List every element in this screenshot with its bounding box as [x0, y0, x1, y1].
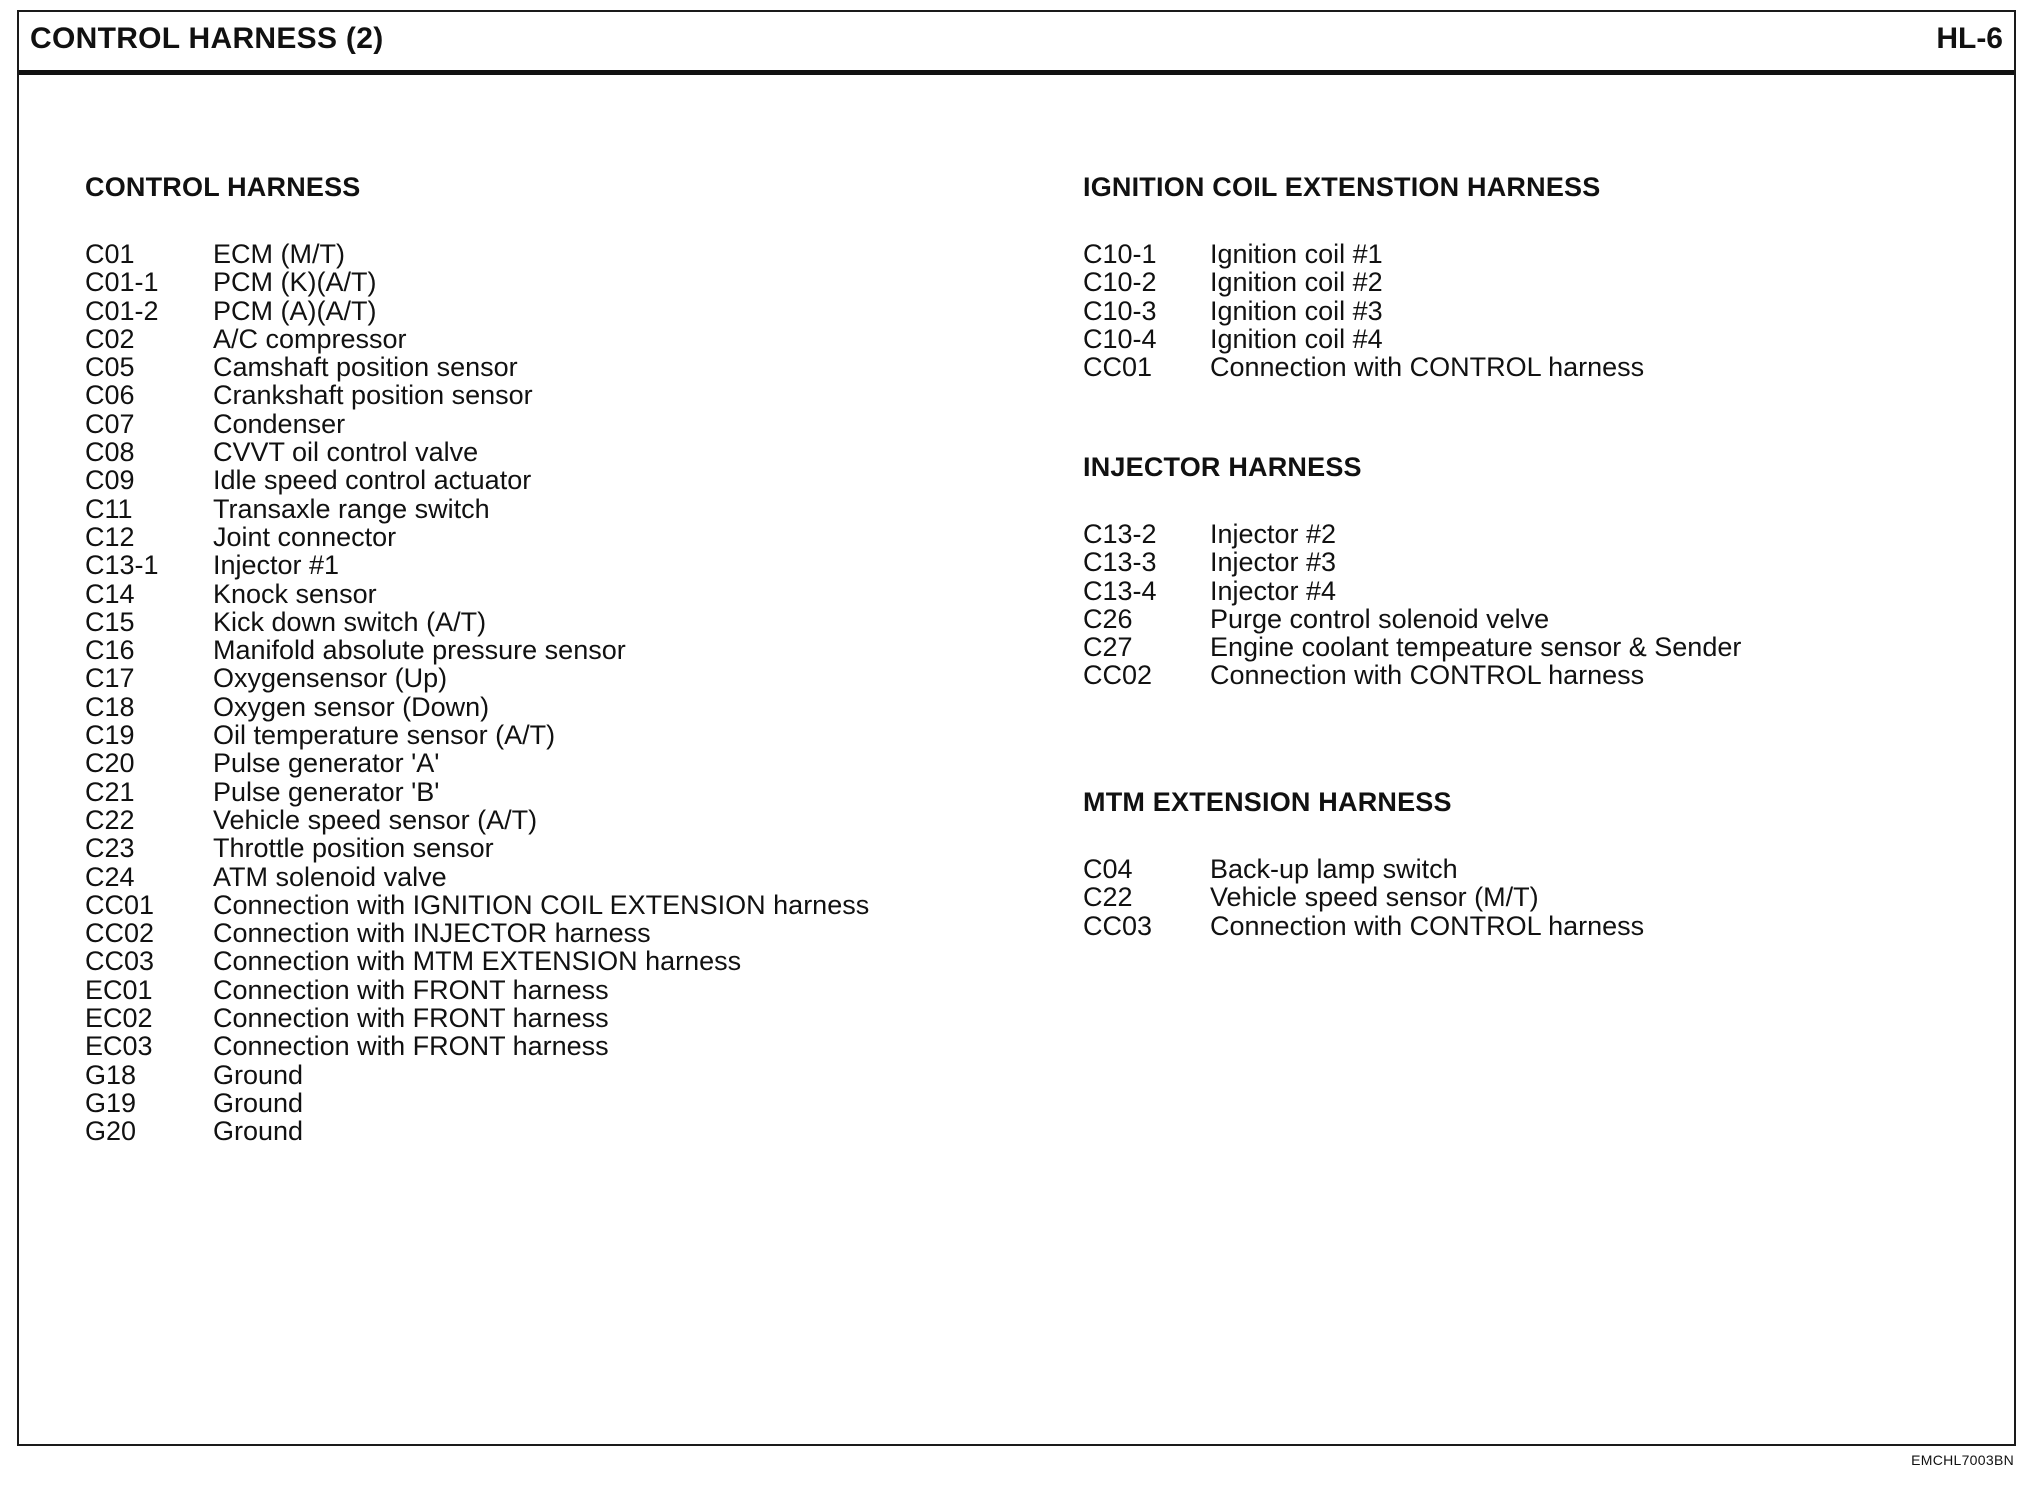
- connector-description: Vehicle speed sensor (A/T): [213, 804, 538, 835]
- connector-code: C10-3: [1083, 295, 1157, 326]
- connector-code: C04: [1083, 854, 1133, 884]
- list-item: [85, 466, 869, 494]
- list-item: [85, 664, 869, 692]
- section-title: IGNITION COIL EXTENSTION HARNESS: [1083, 172, 1601, 202]
- connector-code: C20: [85, 748, 135, 779]
- list-item: [1083, 912, 1644, 940]
- connector-description: CVVT oil control valve: [213, 437, 479, 468]
- connector-description: A/C compressor: [213, 323, 407, 354]
- list-item: [85, 297, 869, 325]
- connector-code: C27: [1083, 632, 1133, 663]
- connector-description: ATM solenoid valve: [213, 861, 447, 892]
- connector-code: C23: [85, 833, 135, 864]
- list-item: [85, 749, 869, 777]
- document-code: EMCHL7003BN: [1911, 1452, 2014, 1468]
- section-title: MTM EXTENSION HARNESS: [1083, 787, 1452, 817]
- list-item: [85, 1061, 869, 1089]
- connector-description: Connection with FRONT harness: [213, 1003, 609, 1034]
- connector-description: Connection with CONTROL harness: [1210, 352, 1645, 383]
- list-item: [1083, 883, 1644, 911]
- list-item: [1083, 661, 1741, 689]
- list-item: [85, 636, 869, 664]
- connector-description: Ground: [213, 1087, 304, 1118]
- connector-code: C16: [85, 635, 135, 666]
- list-item: [85, 240, 869, 268]
- connector-description: Vehicle speed sensor (M/T): [1210, 882, 1539, 913]
- connector-code: C13-1: [85, 550, 159, 581]
- connector-code: C10-4: [1083, 323, 1157, 354]
- connector-code: C21: [85, 776, 135, 807]
- connector-description: ECM (M/T): [213, 239, 345, 269]
- connector-code: C13-3: [1083, 547, 1157, 578]
- connector-description: Condenser: [213, 408, 346, 439]
- connector-description: Engine coolant tempeature sensor & Sender: [1210, 632, 1742, 663]
- connector-code: C10-2: [1083, 267, 1157, 298]
- list-item: [85, 551, 869, 579]
- connector-code: CC03: [85, 946, 155, 977]
- connector-description: Pulse generator 'A': [213, 748, 440, 779]
- list-item: [85, 438, 869, 466]
- connector-code: CC03: [1083, 910, 1153, 941]
- connector-list: [85, 240, 869, 1146]
- connector-description: Ignition coil #2: [1210, 267, 1383, 298]
- list-item: [1083, 353, 1644, 381]
- connector-code: CC01: [1083, 352, 1153, 383]
- connector-description: Injector #4: [1210, 575, 1337, 606]
- connector-description: Pulse generator 'B': [213, 776, 440, 807]
- connector-description: Connection with MTM EXTENSION harness: [213, 946, 742, 977]
- connector-code: C01-1: [85, 267, 159, 298]
- list-item: [85, 806, 869, 834]
- connector-description: PCM (A)(A/T): [213, 295, 377, 326]
- connector-code: C12: [85, 521, 135, 552]
- connector-list: [1083, 855, 1644, 940]
- connector-code: C17: [85, 663, 135, 694]
- connector-code: G20: [85, 1116, 137, 1147]
- list-item: [85, 721, 869, 749]
- list-item: [1083, 520, 1741, 548]
- ignition-coil-extension-section: [1083, 172, 1644, 381]
- list-item: [85, 353, 869, 381]
- connector-code: CC02: [1083, 660, 1153, 691]
- connector-description: Throttle position sensor: [213, 833, 494, 864]
- connector-description: Crankshaft position sensor: [213, 380, 533, 411]
- connector-description: Oxygen sensor (Down): [213, 691, 490, 722]
- connector-list: [1083, 240, 1644, 381]
- page-title: CONTROL HARNESS (2): [30, 22, 384, 55]
- connector-description: Oxygensensor (Up): [213, 663, 448, 694]
- connector-code: EC03: [85, 1031, 153, 1062]
- connector-description: Idle speed control actuator: [213, 465, 532, 496]
- list-item: [1083, 633, 1741, 661]
- connector-code: C22: [85, 804, 135, 835]
- connector-description: Injector #3: [1210, 547, 1337, 578]
- list-item: [85, 919, 869, 947]
- list-item: [1083, 548, 1741, 576]
- list-item: [85, 495, 869, 523]
- injector-harness-section: [1083, 452, 1741, 690]
- page-header: [19, 12, 2014, 75]
- list-item: [85, 381, 869, 409]
- list-item: [85, 1089, 869, 1117]
- connector-code: C14: [85, 578, 135, 609]
- list-item: [85, 1032, 869, 1060]
- list-item: [85, 268, 869, 296]
- connector-description: Purge control solenoid velve: [1210, 603, 1550, 634]
- connector-code: C24: [85, 861, 135, 892]
- connector-code: G18: [85, 1059, 137, 1090]
- connector-description: Manifold absolute pressure sensor: [213, 635, 626, 666]
- section-title: INJECTOR HARNESS: [1083, 452, 1362, 482]
- connector-code: CC01: [85, 889, 155, 920]
- list-item: [85, 834, 869, 862]
- connector-description: Oil temperature sensor (A/T): [213, 720, 556, 751]
- section-title: CONTROL HARNESS: [85, 172, 361, 202]
- connector-description: Connection with FRONT harness: [213, 1031, 609, 1062]
- list-item: [85, 580, 869, 608]
- connector-code: C06: [85, 380, 135, 411]
- list-item: [85, 863, 869, 891]
- list-item: [85, 523, 869, 551]
- connector-description: Camshaft position sensor: [213, 352, 518, 383]
- list-item: [85, 410, 869, 438]
- connector-description: Ignition coil #1: [1210, 239, 1383, 269]
- connector-description: Connection with INJECTOR harness: [213, 918, 651, 949]
- list-item: [85, 947, 869, 975]
- list-item: [1083, 240, 1644, 268]
- list-item: [1083, 855, 1644, 883]
- connector-code: C13-4: [1083, 575, 1157, 606]
- connector-code: C18: [85, 691, 135, 722]
- connector-code: C02: [85, 323, 135, 354]
- connector-code: G19: [85, 1087, 137, 1118]
- connector-description: Knock sensor: [213, 578, 377, 609]
- connector-code: C10-1: [1083, 239, 1157, 269]
- list-item: [85, 1004, 869, 1032]
- connector-code: C22: [1083, 882, 1133, 913]
- connector-code: C05: [85, 352, 135, 383]
- list-item: [85, 976, 869, 1004]
- connector-code: C07: [85, 408, 135, 439]
- connector-description: Injector #1: [213, 550, 340, 581]
- connector-code: C11: [85, 493, 133, 524]
- connector-code: C09: [85, 465, 135, 496]
- connector-description: Ground: [213, 1116, 304, 1147]
- connector-description: Transaxle range switch: [213, 493, 490, 524]
- page-number: HL-6: [1936, 22, 2003, 55]
- connector-description: Back-up lamp switch: [1210, 854, 1458, 884]
- connector-description: Connection with CONTROL harness: [1210, 910, 1645, 941]
- connector-description: Ignition coil #3: [1210, 295, 1383, 326]
- list-item: [85, 325, 869, 353]
- connector-description: Kick down switch (A/T): [213, 606, 487, 637]
- connector-code: C01: [85, 239, 135, 269]
- connector-code: C26: [1083, 603, 1133, 634]
- connector-code: C13-2: [1083, 519, 1157, 549]
- list-item: [1083, 268, 1644, 296]
- mtm-extension-section: [1083, 787, 1644, 940]
- list-item: [85, 778, 869, 806]
- list-item: [85, 608, 869, 636]
- connector-code: EC01: [85, 974, 153, 1005]
- control-harness-section: [85, 172, 869, 1146]
- list-item: [1083, 325, 1644, 353]
- connector-description: Joint connector: [213, 521, 397, 552]
- list-item: [1083, 577, 1741, 605]
- connector-description: Ignition coil #4: [1210, 323, 1383, 354]
- list-item: [85, 693, 869, 721]
- connector-description: Ground: [213, 1059, 304, 1090]
- list-item: [85, 1117, 869, 1145]
- list-item: [1083, 605, 1741, 633]
- list-item: [85, 891, 869, 919]
- connector-code: CC02: [85, 918, 155, 949]
- connector-description: Connection with FRONT harness: [213, 974, 609, 1005]
- connector-description: Connection with CONTROL harness: [1210, 660, 1645, 691]
- connector-code: C15: [85, 606, 135, 637]
- connector-description: Injector #2: [1210, 519, 1337, 549]
- connector-code: C19: [85, 720, 135, 751]
- list-item: [1083, 297, 1644, 325]
- connector-code: EC02: [85, 1003, 153, 1034]
- connector-description: Connection with IGNITION COIL EXTENSION harness: [213, 889, 870, 920]
- connector-list: [1083, 520, 1741, 690]
- connector-description: PCM (K)(A/T): [213, 267, 377, 298]
- connector-code: C01-2: [85, 295, 159, 326]
- connector-code: C08: [85, 437, 135, 468]
